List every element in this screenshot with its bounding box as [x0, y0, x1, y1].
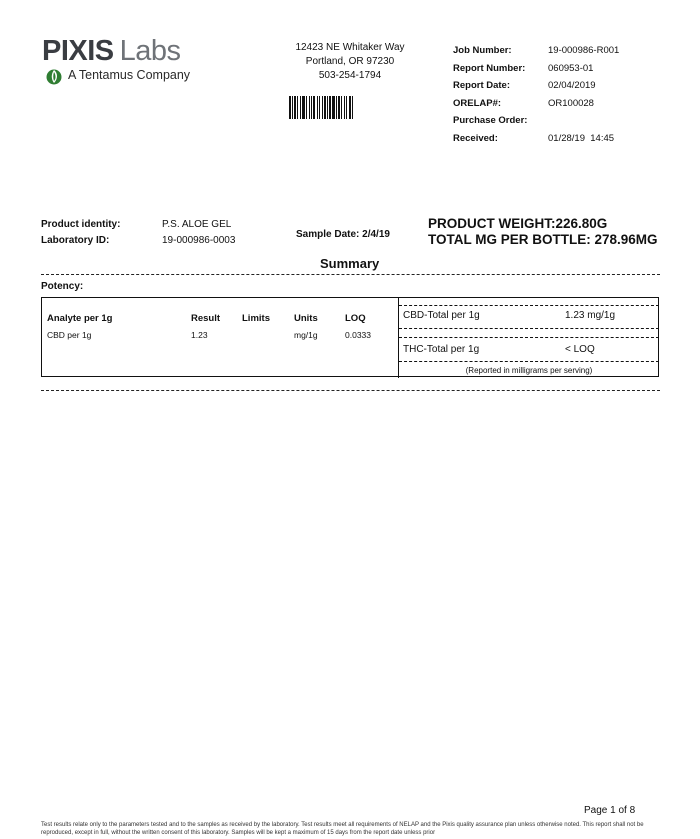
cbd-total-value: 1.23 mg/1g: [565, 310, 616, 321]
job-number-label: Job Number:: [453, 45, 512, 56]
job-info-row: [453, 77, 668, 95]
purchase-order-value: [548, 112, 668, 130]
cell-analyte: CBD per 1g: [47, 330, 92, 340]
totals-divider: [399, 361, 659, 362]
laboratory-id-value: 19-000986-0003: [162, 235, 236, 246]
thc-total-label: THC-Total per 1g: [403, 344, 480, 355]
cell-units: mg/1g: [294, 330, 318, 340]
logo-subtitle: A Tentamus Company: [68, 68, 191, 82]
page-number: Page 1 of 8: [584, 805, 636, 816]
job-info-row: [453, 95, 668, 113]
header-loq: LOQ: [345, 313, 366, 324]
received-label: Received:: [453, 132, 498, 144]
product-weight-block: [428, 216, 658, 248]
tentamus-leaf-icon: [45, 67, 63, 85]
job-info-row: [453, 112, 668, 130]
orelap-label: ORELAP#:: [453, 97, 502, 109]
footer-disclaimer: Test results relate only to the parameters tested and to the samples as received by the laboratory. Test results meet all requirements of NELAP and the Pixis quality assurance plan unless otherwise noted. This report shall not be reproduced, except in full, without the written consent of this laboratory. Samples will be kept a maximum of 15 days from the report date unless prior: [41, 822, 644, 836]
thc-total-value: < LOQ: [565, 344, 595, 355]
orelap-value: OR100028: [548, 97, 594, 109]
header-result: Result: [191, 313, 221, 324]
job-info-row: [453, 60, 668, 78]
product-identity-value: P.S. ALOE GEL: [162, 219, 232, 230]
logo-brand-light: Labs: [119, 35, 181, 67]
report-date-label: Report Date:: [453, 80, 511, 91]
barcode: [289, 96, 367, 119]
job-info-row: [453, 130, 668, 148]
cbd-total-label: CBD-Total per 1g: [403, 310, 480, 321]
total-mg-per-bottle: TOTAL MG PER BOTTLE: 278.96MG: [428, 232, 658, 247]
laboratory-id-label: Laboratory ID:: [41, 235, 110, 246]
divider: [41, 390, 660, 391]
purchase-order-label: Purchase Order:: [453, 115, 528, 126]
address-phone: 503-254-1794: [318, 70, 382, 81]
header-limits: Limits: [242, 313, 270, 324]
sample-date: Sample Date: 2/4/19: [296, 229, 390, 240]
header-analyte: Analyte per 1g: [47, 313, 113, 324]
address-line1: 12423 NE Whitaker Way: [295, 42, 405, 53]
reporting-note: (Reported in milligrams per serving): [465, 366, 593, 375]
logo-brand-bold: PIXIS: [42, 35, 114, 67]
received-value: 01/28/19 14:45: [548, 132, 615, 144]
report-number-label: Report Number:: [453, 62, 526, 74]
potency-label: Potency:: [41, 281, 84, 292]
address-line2: Portland, OR 97230: [305, 56, 395, 67]
job-info: [453, 42, 668, 147]
lab-address: [250, 41, 450, 83]
product-weight: PRODUCT WEIGHT:226.80G: [428, 216, 608, 231]
cell-result: 1.23: [191, 330, 208, 340]
product-identity-label: Product identity:: [41, 219, 121, 230]
header-units: Units: [294, 313, 318, 324]
company-logo: [42, 36, 181, 66]
product-details: [41, 217, 235, 249]
summary-title: Summary: [320, 256, 380, 271]
report-date-value: 02/04/2019: [548, 80, 596, 91]
report-number-value: 060953-01: [548, 62, 594, 74]
job-number-value: 19-000986-R001: [548, 45, 620, 56]
divider: [41, 274, 660, 275]
cell-loq: 0.0333: [345, 330, 371, 340]
job-info-row: [453, 42, 668, 60]
totals-divider: [399, 337, 659, 338]
barcode-bar: [353, 96, 354, 119]
totals-divider: [399, 305, 659, 306]
totals-divider: [399, 328, 659, 329]
